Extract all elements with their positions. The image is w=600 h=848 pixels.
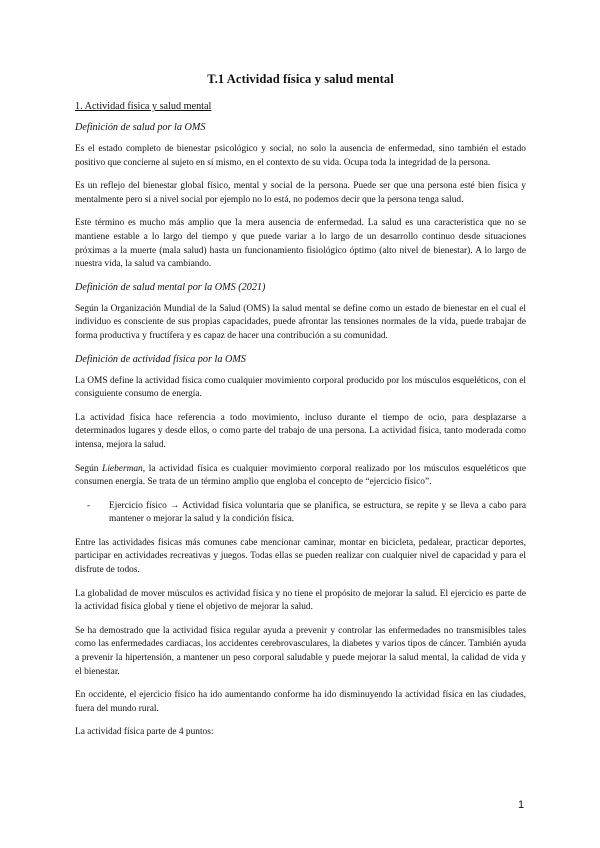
author-name: Lieberman (102, 463, 143, 474)
paragraph: Entre las actividades físicas más comunes cabe mencionar caminar, montar en bicicleta, pedalear, practicar deportes, participar en actividades recreativas y juegos. Todas ellas se pueden realizar con cualquier nivel de capacidad y para el disfrute de todos. (75, 537, 526, 576)
paragraph: La actividad física hace referencia a todo movimiento, incluso durante el tiempo de ocio, para desplazarse a determinados lugares y desde ellos, o como parte del trabajo de una persona. La actividad física, tanto moderada como intensa, mejora la salud. (75, 412, 526, 450)
paragraph-lieberman (75, 463, 526, 490)
paragraph: Este término es mucho más amplio que la mera ausencia de enfermedad. La salud es una característica que no se mantiene estable a lo largo del tiempo y que puede variar a lo largo de un desarrollo continuo desde situaciones próximas a la muerte (mala salud) hasta un funcionamiento fisiológico óptimo (alto nivel de bienestar). A lo largo de nuestra vida, la salud va cambiando. (75, 218, 526, 270)
paragraph: La actividad física parte de 4 puntos: (75, 727, 214, 738)
text-run: Según (75, 463, 103, 474)
section-heading: 1. Actividad física y salud mental (75, 101, 212, 112)
paragraph: Es el estado completo de bienestar psicológico y social, no solo la ausencia de enfermedad, sino también el estado positivo que concierne al sujeto en sí mismo, en el contexto de su vida. Ocupa toda la integridad de la persona. (75, 144, 526, 168)
paragraph: En occidente, el ejercicio físico ha ido aumentando conforme ha ido disminuyendo la actividad física en las ciudades, fuera del mundo rural. (75, 690, 526, 714)
list-item-text: Ejercicio físico → Actividad física voluntaria que se planifica, se estructura, se repite y se lleva a cabo para mantener o mejorar la salud y la condición física. (109, 500, 526, 525)
document-title: T.1 Actividad física y salud mental (207, 72, 394, 86)
subheading-health-definition: Definición de salud por la OMS (75, 122, 206, 133)
page-content (75, 72, 526, 750)
paragraph: La globalidad de mover músculos es actividad física y no tiene el propósito de mejorar la salud. El ejercicio es parte de la actividad física global y tiene el objetivo de mejorar la salud. (75, 588, 526, 613)
text-run: , la actividad física es cualquier movimiento corporal realizado por los músculos esqueléticos que consumen energía. Se trata de un término amplio que engloba el concepto de “ejercicio físico”. (75, 463, 526, 488)
paragraph: La OMS define la actividad física como cualquier movimiento corporal producido por los músculos esqueléticos, con el consiguiente consumo de energía. (75, 375, 526, 400)
paragraph: Según la Organización Mundial de la Salud (OMS) la salud mental se define como un estado de bienestar en el cual el individuo es consciente de sus propias capacidades, puede afrontar las tensiones normales de la vida, puede trabajar de forma productiva y fructífera y es capaz de hacer una contribución a su comunidad. (75, 303, 526, 341)
page-number: 1 (518, 799, 525, 811)
subheading-mental-health-definition: Definición de salud mental por la OMS (2021) (75, 281, 266, 293)
subheading-physical-activity-definition: Definición de actividad física por la OMS (75, 353, 246, 365)
list-item (87, 500, 526, 527)
paragraph: Se ha demostrado que la actividad física regular ayuda a prevenir y controlar las enfermedades no transmisibles tales como las enfermedades cardiacas, los accidentes cerebrovasculares, la diabetes y varios tipos de cáncer. También ayuda a prevenir la hipertensión, a mantener un peso corporal saludable y puede mejorar la salud mental, la calidad de vida y el bienestar. (75, 625, 526, 677)
paragraph: Es un reflejo del bienestar global físico, mental y social de la persona. Puede ser que una persona esté bien física y mentalmente pero si a nivel social por ejemplo no lo está, no podemos decir que la persona tenga salud. (75, 181, 526, 205)
bullet-dash: - (87, 500, 91, 511)
